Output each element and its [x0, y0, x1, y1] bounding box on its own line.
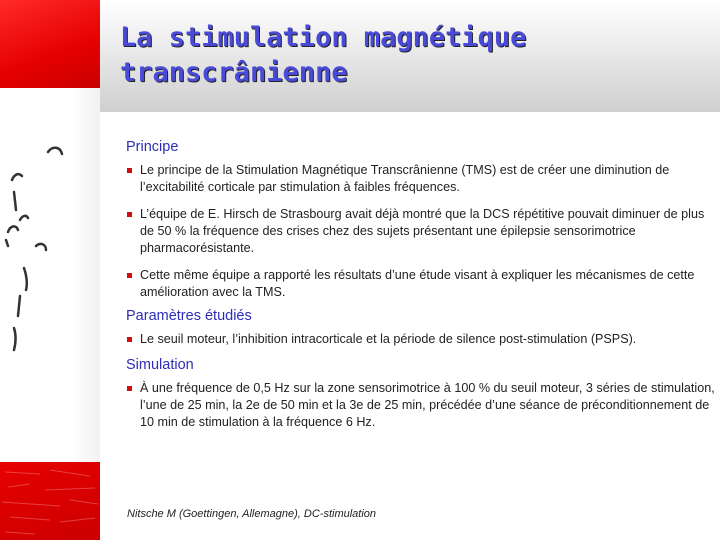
section-heading-simulation: Simulation — [126, 357, 194, 373]
bullet-marker-icon — [127, 386, 132, 391]
bullet-item — [126, 380, 716, 431]
bullet-text: Cette même équipe a rapporté les résultats d’une étude visant à expliquer les mécanismes de cette amélioration avec la TMS. — [140, 268, 695, 299]
bullet-item — [126, 162, 716, 196]
running-figure-icon — [0, 120, 100, 380]
footnote-citation: Nitsche M (Goettingen, Allemagne), DC-stimulation — [127, 508, 377, 520]
bullet-marker-icon — [127, 212, 132, 217]
section-heading-principe: Principe — [126, 139, 179, 155]
slide-content — [126, 138, 716, 441]
bullet-marker-icon — [127, 337, 132, 342]
bullet-item — [126, 331, 716, 348]
slide-title: La stimulation magnétique transcrânienne — [120, 22, 527, 88]
bullet-text: Le principe de la Stimulation Magnétique Transcrânienne (TMS) est de créer une diminution de l’excitabilité corticale par stimulation à faibles fréquences. — [140, 163, 670, 194]
section-heading-parametres: Paramètres étudiés — [126, 308, 252, 324]
red-texture-icon — [0, 462, 100, 540]
bullet-item — [126, 206, 716, 257]
bullet-text: À une fréquence de 0,5 Hz sur la zone sensorimotrice à 100 % du seuil moteur, 3 séries de stimulation, l’une de 25 min, la 2e de 50 min et la 3e de 25 min, précédée d’une séance de préconditionnement de 10 min de stimulation à la fréquence 6 Hz. — [140, 381, 715, 429]
red-corner-block-bottom — [0, 462, 100, 540]
bullet-marker-icon — [127, 273, 132, 278]
bullet-text: L’équipe de E. Hirsch de Strasbourg avait déjà montré que la DCS répétitive pouvait diminuer de plus de 50 % la fréquence des crises chez des sujets présentant une épilepsie sensorimotrice pharmacorésistante. — [140, 207, 705, 255]
bullet-item — [126, 267, 716, 301]
bullet-marker-icon — [127, 168, 132, 173]
red-corner-block-top — [0, 0, 100, 88]
bullet-text: Le seuil moteur, l’inhibition intracorticale et la période de silence post-stimulation (PSPS). — [140, 332, 637, 346]
